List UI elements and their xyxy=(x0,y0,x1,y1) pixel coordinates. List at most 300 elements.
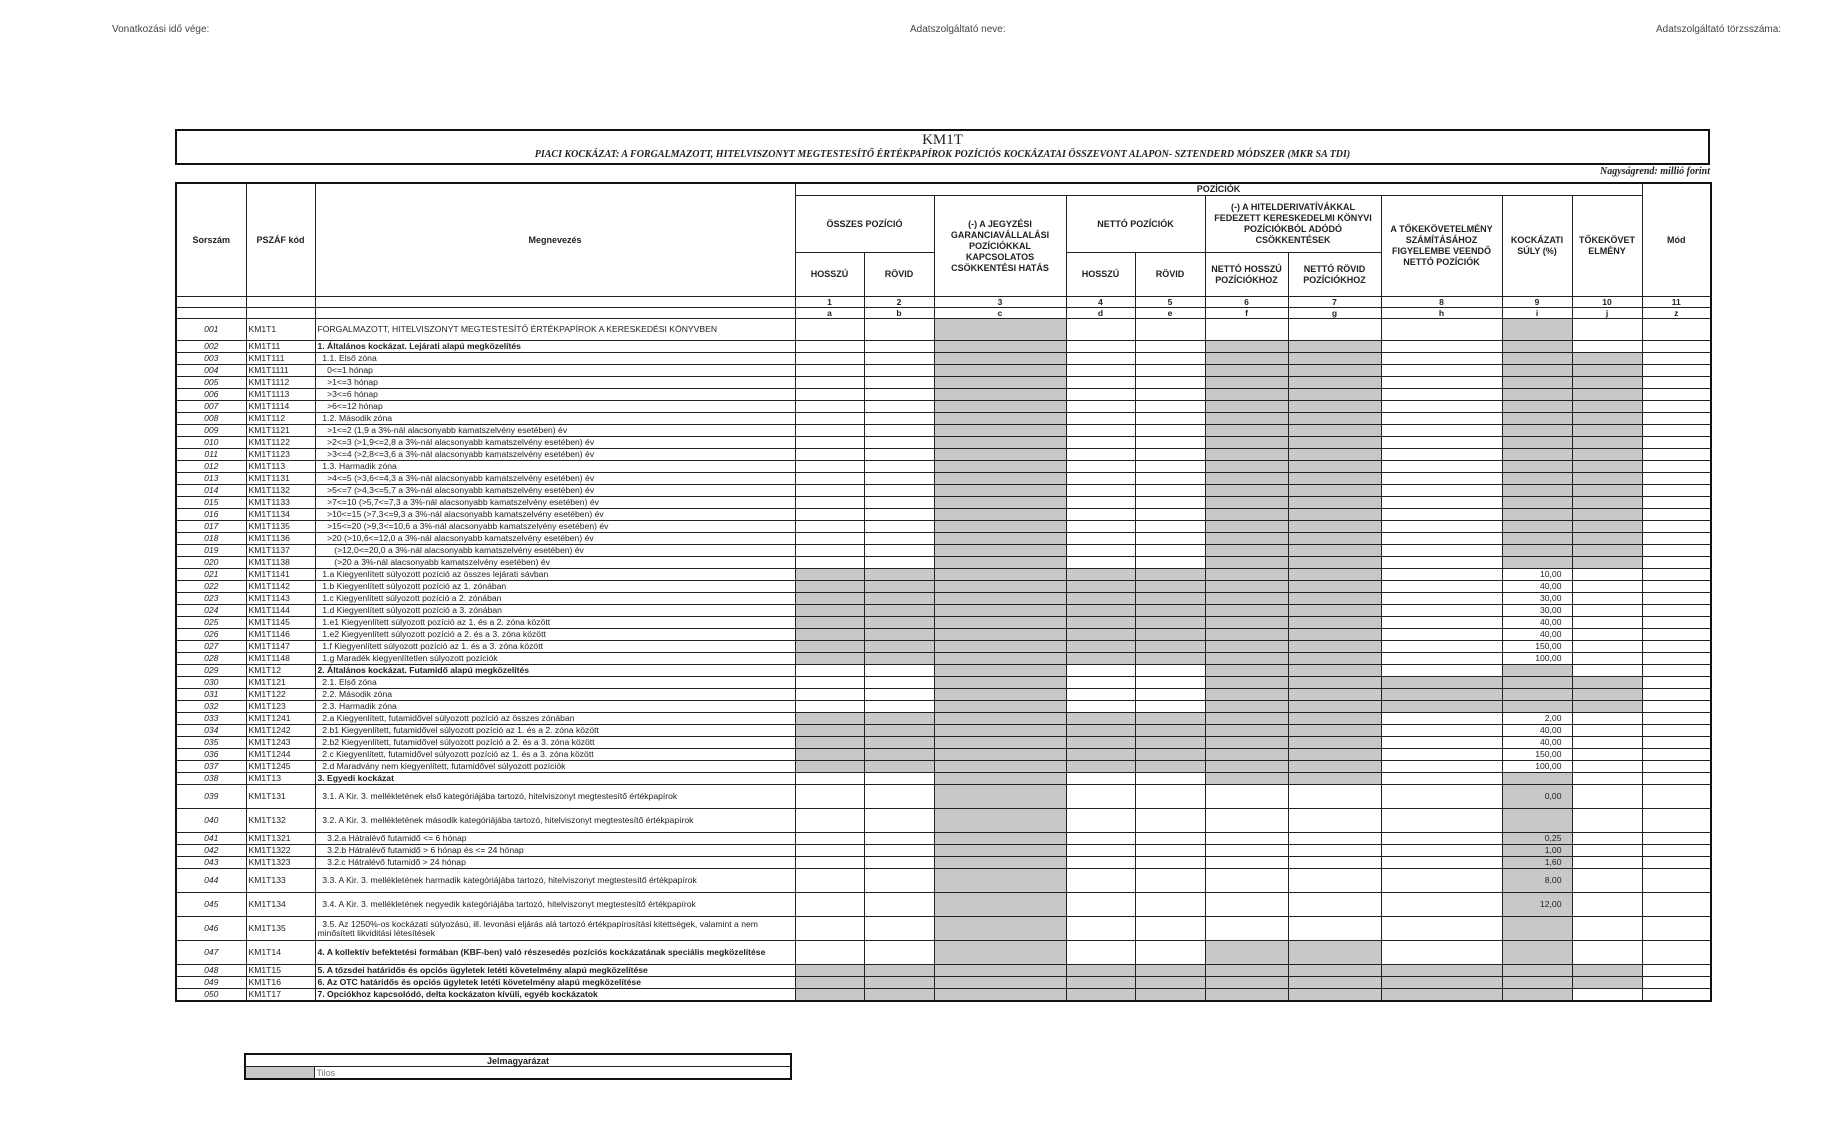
value-cell[interactable] xyxy=(864,545,934,557)
value-cell[interactable] xyxy=(1572,941,1642,965)
value-cell[interactable] xyxy=(1381,833,1502,845)
value-cell[interactable] xyxy=(1135,917,1205,941)
value-cell[interactable] xyxy=(864,319,934,341)
value-cell[interactable] xyxy=(1572,989,1642,1002)
value-cell[interactable] xyxy=(795,377,864,389)
value-cell[interactable] xyxy=(864,689,934,701)
value-cell[interactable] xyxy=(1642,497,1711,509)
value-cell[interactable] xyxy=(1642,401,1711,413)
value-cell[interactable] xyxy=(1135,785,1205,809)
value-cell[interactable] xyxy=(795,521,864,533)
value-cell[interactable] xyxy=(1642,449,1711,461)
value-cell[interactable] xyxy=(1381,737,1502,749)
value-cell[interactable] xyxy=(1572,749,1642,761)
value-cell[interactable] xyxy=(864,377,934,389)
value-cell[interactable] xyxy=(1205,319,1288,341)
value-cell[interactable] xyxy=(1288,917,1381,941)
value-cell[interactable] xyxy=(1135,677,1205,689)
value-cell[interactable] xyxy=(1066,869,1135,893)
value-cell[interactable] xyxy=(1135,449,1205,461)
value-cell[interactable] xyxy=(1381,713,1502,725)
value-cell[interactable] xyxy=(1642,941,1711,965)
value-cell[interactable] xyxy=(1066,689,1135,701)
value-cell[interactable] xyxy=(864,665,934,677)
value-cell[interactable] xyxy=(1381,605,1502,617)
value-cell[interactable] xyxy=(1642,473,1711,485)
value-cell[interactable] xyxy=(1642,749,1711,761)
value-cell[interactable] xyxy=(1381,785,1502,809)
period-label: Vonatkozási idő vége: xyxy=(112,24,210,35)
value-cell[interactable] xyxy=(1572,665,1642,677)
value-cell[interactable] xyxy=(795,353,864,365)
value-cell[interactable] xyxy=(795,941,864,965)
value-cell[interactable] xyxy=(1572,725,1642,737)
value-cell[interactable] xyxy=(864,557,934,569)
value-cell[interactable] xyxy=(1066,509,1135,521)
value-cell[interactable] xyxy=(1066,845,1135,857)
value-cell[interactable] xyxy=(1135,833,1205,845)
value-cell[interactable] xyxy=(1135,701,1205,713)
value-cell[interactable] xyxy=(1381,521,1502,533)
value-cell[interactable] xyxy=(1381,341,1502,353)
value-cell[interactable] xyxy=(1642,377,1711,389)
value-cell[interactable] xyxy=(1642,665,1711,677)
value-cell[interactable] xyxy=(1642,965,1711,977)
value-cell[interactable] xyxy=(1066,319,1135,341)
value-cell xyxy=(934,809,1066,833)
value-cell[interactable] xyxy=(1135,341,1205,353)
value-cell[interactable] xyxy=(1642,833,1711,845)
value-cell[interactable] xyxy=(864,893,934,917)
value-cell[interactable] xyxy=(1066,941,1135,965)
value-cell[interactable] xyxy=(1572,893,1642,917)
value-cell[interactable] xyxy=(795,341,864,353)
value-cell[interactable] xyxy=(864,809,934,833)
value-cell[interactable] xyxy=(1135,893,1205,917)
value-cell[interactable] xyxy=(864,353,934,365)
value-cell[interactable] xyxy=(795,509,864,521)
value-cell[interactable] xyxy=(1381,653,1502,665)
risk-weight-cell[interactable]: 40,00 xyxy=(1502,581,1572,593)
value-cell[interactable] xyxy=(1066,773,1135,785)
value-cell[interactable] xyxy=(1572,581,1642,593)
value-cell[interactable] xyxy=(1066,917,1135,941)
value-cell[interactable] xyxy=(1066,857,1135,869)
value-cell[interactable] xyxy=(864,389,934,401)
value-cell[interactable] xyxy=(1381,857,1502,869)
value-cell xyxy=(1381,989,1502,1002)
risk-weight-cell[interactable]: 30,00 xyxy=(1502,593,1572,605)
value-cell[interactable] xyxy=(1066,353,1135,365)
value-cell[interactable] xyxy=(864,437,934,449)
value-cell[interactable] xyxy=(1642,413,1711,425)
value-cell[interactable] xyxy=(1135,521,1205,533)
value-cell[interactable] xyxy=(795,785,864,809)
value-cell[interactable] xyxy=(1288,319,1381,341)
value-cell[interactable] xyxy=(1205,857,1288,869)
value-cell[interactable] xyxy=(1572,593,1642,605)
value-cell[interactable] xyxy=(864,401,934,413)
value-cell[interactable] xyxy=(1572,761,1642,773)
value-cell[interactable] xyxy=(1135,497,1205,509)
value-cell[interactable] xyxy=(864,461,934,473)
value-cell[interactable] xyxy=(1572,869,1642,893)
value-cell[interactable] xyxy=(1135,533,1205,545)
value-cell[interactable] xyxy=(1135,377,1205,389)
value-cell[interactable] xyxy=(795,413,864,425)
value-cell[interactable] xyxy=(1135,473,1205,485)
value-cell[interactable] xyxy=(1381,473,1502,485)
value-cell[interactable] xyxy=(1205,785,1288,809)
value-cell[interactable] xyxy=(1381,665,1502,677)
value-cell[interactable] xyxy=(1288,785,1381,809)
value-cell[interactable] xyxy=(1066,401,1135,413)
value-cell[interactable] xyxy=(1205,845,1288,857)
value-cell[interactable] xyxy=(864,509,934,521)
value-cell[interactable] xyxy=(1381,761,1502,773)
risk-weight-cell[interactable]: 150,00 xyxy=(1502,749,1572,761)
value-cell[interactable] xyxy=(795,689,864,701)
value-cell[interactable] xyxy=(1135,461,1205,473)
value-cell[interactable] xyxy=(1572,629,1642,641)
row-code: KM1T1123 xyxy=(246,449,315,461)
value-cell[interactable] xyxy=(1642,725,1711,737)
value-cell[interactable] xyxy=(864,425,934,437)
value-cell[interactable] xyxy=(1642,857,1711,869)
value-cell[interactable] xyxy=(1381,941,1502,965)
value-cell[interactable] xyxy=(864,341,934,353)
value-cell[interactable] xyxy=(864,497,934,509)
value-cell xyxy=(934,965,1066,977)
value-cell[interactable] xyxy=(1381,319,1502,341)
value-cell[interactable] xyxy=(864,833,934,845)
value-cell[interactable] xyxy=(1642,845,1711,857)
value-cell[interactable] xyxy=(1572,319,1642,341)
value-cell[interactable] xyxy=(1381,725,1502,737)
value-cell[interactable] xyxy=(1642,893,1711,917)
value-cell[interactable] xyxy=(864,677,934,689)
value-cell[interactable] xyxy=(1288,893,1381,917)
value-cell[interactable] xyxy=(1642,689,1711,701)
value-cell[interactable] xyxy=(1381,485,1502,497)
value-cell[interactable] xyxy=(1381,641,1502,653)
value-cell[interactable] xyxy=(864,869,934,893)
value-cell[interactable] xyxy=(1135,389,1205,401)
value-cell[interactable] xyxy=(1572,833,1642,845)
value-cell[interactable] xyxy=(1066,833,1135,845)
value-cell[interactable] xyxy=(1288,845,1381,857)
value-cell[interactable] xyxy=(1642,509,1711,521)
value-cell[interactable] xyxy=(795,449,864,461)
value-cell[interactable] xyxy=(795,701,864,713)
risk-weight-cell[interactable]: 100,00 xyxy=(1502,653,1572,665)
value-cell[interactable] xyxy=(1642,389,1711,401)
value-cell[interactable] xyxy=(1066,461,1135,473)
value-cell[interactable] xyxy=(864,857,934,869)
value-cell[interactable] xyxy=(1381,845,1502,857)
value-cell[interactable] xyxy=(1205,869,1288,893)
value-cell[interactable] xyxy=(1381,545,1502,557)
value-cell[interactable] xyxy=(1066,485,1135,497)
value-cell[interactable] xyxy=(795,773,864,785)
value-cell[interactable] xyxy=(1642,629,1711,641)
value-cell[interactable] xyxy=(1381,509,1502,521)
row-serial: 042 xyxy=(176,845,246,857)
value-cell[interactable] xyxy=(1381,389,1502,401)
value-cell[interactable] xyxy=(864,773,934,785)
value-cell[interactable] xyxy=(795,809,864,833)
value-cell[interactable] xyxy=(795,461,864,473)
value-cell[interactable] xyxy=(795,857,864,869)
value-cell[interactable] xyxy=(1135,857,1205,869)
value-cell[interactable] xyxy=(1381,413,1502,425)
value-cell[interactable] xyxy=(864,785,934,809)
value-cell[interactable] xyxy=(1135,689,1205,701)
value-cell[interactable] xyxy=(1642,593,1711,605)
value-cell[interactable] xyxy=(1642,341,1711,353)
value-cell[interactable] xyxy=(1642,533,1711,545)
value-cell[interactable] xyxy=(1381,437,1502,449)
value-cell[interactable] xyxy=(1572,845,1642,857)
value-cell[interactable] xyxy=(1381,893,1502,917)
value-cell[interactable] xyxy=(1572,569,1642,581)
value-cell[interactable] xyxy=(1642,677,1711,689)
value-cell[interactable] xyxy=(1381,809,1502,833)
value-cell[interactable] xyxy=(1381,917,1502,941)
value-cell[interactable] xyxy=(1381,581,1502,593)
value-cell[interactable] xyxy=(1572,737,1642,749)
col-letter: a xyxy=(795,308,864,319)
value-cell[interactable] xyxy=(1642,761,1711,773)
value-cell[interactable] xyxy=(1135,773,1205,785)
value-cell[interactable] xyxy=(1642,617,1711,629)
risk-weight-cell[interactable]: 30,00 xyxy=(1502,605,1572,617)
value-cell[interactable] xyxy=(1135,845,1205,857)
risk-weight-cell[interactable]: 10,00 xyxy=(1502,569,1572,581)
value-cell[interactable] xyxy=(795,869,864,893)
value-cell[interactable] xyxy=(795,545,864,557)
value-cell xyxy=(1205,389,1288,401)
value-cell[interactable] xyxy=(864,449,934,461)
value-cell[interactable] xyxy=(1066,557,1135,569)
value-cell[interactable] xyxy=(1642,809,1711,833)
risk-weight-cell[interactable]: 40,00 xyxy=(1502,617,1572,629)
value-cell[interactable] xyxy=(1205,833,1288,845)
value-cell[interactable] xyxy=(1135,509,1205,521)
value-cell[interactable] xyxy=(1135,809,1205,833)
value-cell[interactable] xyxy=(795,845,864,857)
value-cell[interactable] xyxy=(795,497,864,509)
value-cell[interactable] xyxy=(795,557,864,569)
value-cell[interactable] xyxy=(1642,485,1711,497)
risk-weight-cell[interactable]: 40,00 xyxy=(1502,629,1572,641)
value-cell[interactable] xyxy=(1381,869,1502,893)
value-cell[interactable] xyxy=(1642,773,1711,785)
value-cell[interactable] xyxy=(1066,449,1135,461)
value-cell xyxy=(1205,761,1288,773)
value-cell[interactable] xyxy=(1572,857,1642,869)
value-cell[interactable] xyxy=(1205,893,1288,917)
value-cell[interactable] xyxy=(1572,641,1642,653)
value-cell[interactable] xyxy=(1381,461,1502,473)
value-cell[interactable] xyxy=(1642,365,1711,377)
value-cell[interactable] xyxy=(1642,737,1711,749)
value-cell[interactable] xyxy=(795,389,864,401)
value-cell[interactable] xyxy=(1642,319,1711,341)
value-cell[interactable] xyxy=(1381,533,1502,545)
value-cell[interactable] xyxy=(864,365,934,377)
value-cell[interactable] xyxy=(795,473,864,485)
risk-weight-cell[interactable]: 2,00 xyxy=(1502,713,1572,725)
value-cell[interactable] xyxy=(1205,917,1288,941)
value-cell xyxy=(1381,701,1502,713)
value-cell[interactable] xyxy=(795,401,864,413)
value-cell[interactable] xyxy=(1066,545,1135,557)
value-cell[interactable] xyxy=(795,677,864,689)
value-cell[interactable] xyxy=(864,521,934,533)
value-cell[interactable] xyxy=(795,665,864,677)
value-cell[interactable] xyxy=(1066,893,1135,917)
value-cell[interactable] xyxy=(1381,401,1502,413)
value-cell[interactable] xyxy=(1642,653,1711,665)
value-cell xyxy=(1066,653,1135,665)
value-cell[interactable] xyxy=(1642,353,1711,365)
value-cell[interactable] xyxy=(795,917,864,941)
value-cell[interactable] xyxy=(795,425,864,437)
value-cell[interactable] xyxy=(1135,545,1205,557)
value-cell[interactable] xyxy=(1135,401,1205,413)
value-cell[interactable] xyxy=(864,941,934,965)
value-cell[interactable] xyxy=(1066,437,1135,449)
value-cell[interactable] xyxy=(1572,713,1642,725)
value-cell[interactable] xyxy=(1066,413,1135,425)
value-cell[interactable] xyxy=(864,413,934,425)
value-cell[interactable] xyxy=(795,437,864,449)
value-cell[interactable] xyxy=(1066,341,1135,353)
value-cell[interactable] xyxy=(1066,389,1135,401)
value-cell[interactable] xyxy=(1572,605,1642,617)
value-cell[interactable] xyxy=(864,845,934,857)
value-cell[interactable] xyxy=(795,533,864,545)
value-cell[interactable] xyxy=(1135,425,1205,437)
value-cell[interactable] xyxy=(795,319,864,341)
value-cell[interactable] xyxy=(1288,809,1381,833)
value-cell[interactable] xyxy=(1642,977,1711,989)
value-cell[interactable] xyxy=(1135,485,1205,497)
value-cell[interactable] xyxy=(795,893,864,917)
value-cell[interactable] xyxy=(1381,365,1502,377)
value-cell[interactable] xyxy=(1381,569,1502,581)
value-cell[interactable] xyxy=(1642,641,1711,653)
value-cell[interactable] xyxy=(1642,713,1711,725)
value-cell[interactable] xyxy=(864,533,934,545)
value-cell[interactable] xyxy=(795,485,864,497)
risk-weight-cell[interactable]: 150,00 xyxy=(1502,641,1572,653)
value-cell[interactable] xyxy=(1066,665,1135,677)
value-cell[interactable] xyxy=(1381,617,1502,629)
value-cell[interactable] xyxy=(1288,857,1381,869)
value-cell[interactable] xyxy=(1572,785,1642,809)
value-cell[interactable] xyxy=(1572,617,1642,629)
value-cell[interactable] xyxy=(864,473,934,485)
value-cell[interactable] xyxy=(864,701,934,713)
value-cell[interactable] xyxy=(1381,773,1502,785)
value-cell[interactable] xyxy=(1642,701,1711,713)
value-cell[interactable] xyxy=(795,833,864,845)
row-code: KM1T11 xyxy=(246,341,315,353)
value-cell[interactable] xyxy=(1642,521,1711,533)
value-cell[interactable] xyxy=(864,485,934,497)
value-cell[interactable] xyxy=(1381,353,1502,365)
value-cell[interactable] xyxy=(1642,545,1711,557)
value-cell[interactable] xyxy=(1642,437,1711,449)
value-cell[interactable] xyxy=(1572,653,1642,665)
value-cell[interactable] xyxy=(795,365,864,377)
value-cell[interactable] xyxy=(1066,677,1135,689)
value-cell[interactable] xyxy=(1572,809,1642,833)
value-cell[interactable] xyxy=(1066,473,1135,485)
value-cell[interactable] xyxy=(1572,917,1642,941)
value-cell[interactable] xyxy=(1642,785,1711,809)
value-cell[interactable] xyxy=(1381,449,1502,461)
value-cell[interactable] xyxy=(1381,497,1502,509)
value-cell[interactable] xyxy=(1642,581,1711,593)
value-cell[interactable] xyxy=(1066,365,1135,377)
value-cell[interactable] xyxy=(1066,701,1135,713)
value-cell[interactable] xyxy=(1066,377,1135,389)
value-cell[interactable] xyxy=(1135,319,1205,341)
risk-weight-cell[interactable]: 40,00 xyxy=(1502,725,1572,737)
value-cell[interactable] xyxy=(1642,605,1711,617)
value-cell[interactable] xyxy=(1642,569,1711,581)
value-cell[interactable] xyxy=(1066,533,1135,545)
value-cell[interactable] xyxy=(1642,869,1711,893)
value-cell[interactable] xyxy=(1288,833,1381,845)
value-cell[interactable] xyxy=(1066,809,1135,833)
value-cell[interactable] xyxy=(1135,557,1205,569)
value-cell[interactable] xyxy=(1381,425,1502,437)
value-cell[interactable] xyxy=(1572,341,1642,353)
value-cell[interactable] xyxy=(1066,785,1135,809)
value-cell[interactable] xyxy=(1642,989,1711,1002)
risk-weight-cell[interactable]: 100,00 xyxy=(1502,761,1572,773)
value-cell[interactable] xyxy=(1135,413,1205,425)
value-cell[interactable] xyxy=(1642,557,1711,569)
value-cell[interactable] xyxy=(1066,497,1135,509)
value-cell[interactable] xyxy=(1135,353,1205,365)
value-cell[interactable] xyxy=(864,917,934,941)
value-cell[interactable] xyxy=(1381,593,1502,605)
value-cell[interactable] xyxy=(1381,629,1502,641)
value-cell[interactable] xyxy=(1381,557,1502,569)
value-cell[interactable] xyxy=(1066,521,1135,533)
value-cell[interactable] xyxy=(1642,425,1711,437)
value-cell[interactable] xyxy=(1381,749,1502,761)
risk-weight-cell[interactable]: 40,00 xyxy=(1502,737,1572,749)
value-cell[interactable] xyxy=(1288,869,1381,893)
value-cell[interactable] xyxy=(1642,461,1711,473)
value-cell[interactable] xyxy=(1135,869,1205,893)
value-cell[interactable] xyxy=(1135,437,1205,449)
value-cell[interactable] xyxy=(1135,665,1205,677)
value-cell[interactable] xyxy=(1205,809,1288,833)
value-cell[interactable] xyxy=(1381,377,1502,389)
value-cell[interactable] xyxy=(1135,365,1205,377)
value-cell[interactable] xyxy=(1066,425,1135,437)
value-cell[interactable] xyxy=(1135,941,1205,965)
value-cell[interactable] xyxy=(1642,917,1711,941)
value-cell[interactable] xyxy=(1572,773,1642,785)
